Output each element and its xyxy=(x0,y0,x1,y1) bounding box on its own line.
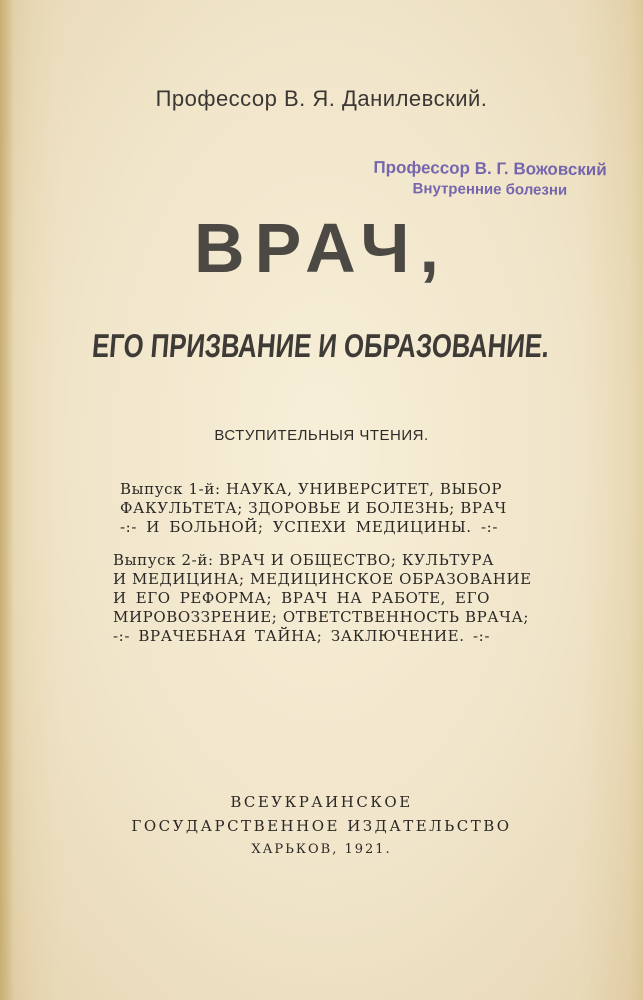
issue-2-line: Выпуск 2-й: ВРАЧ И ОБЩЕСТВО; КУЛЬТУРА xyxy=(113,551,495,569)
publication-place-year: ХАРЬКОВ, 1921. xyxy=(251,842,392,857)
stamp-line-2: Внутренние болезни xyxy=(412,180,568,199)
library-stamp xyxy=(355,157,625,202)
issue-1-line: Выпуск 1-й: НАУКА, УНИВЕРСИТЕТ, ВЫБОР xyxy=(120,480,503,498)
issue-2-line: МИРОВОЗЗРЕНИЕ; ОТВЕТСТВЕННОСТЬ ВРАЧА; xyxy=(113,608,530,626)
publisher-line-1: ВСЕУКРАИНСКОЕ xyxy=(230,793,413,811)
issue-1-line: ФАКУЛЬТЕТА; ЗДОРОВЬЕ И БОЛЕЗНЬ; ВРАЧ xyxy=(120,499,507,517)
stamp-line-1: Профессор В. Г. Вожовский xyxy=(373,157,607,180)
publisher-block xyxy=(0,790,643,862)
publisher-line-2: ГОСУДАРСТВЕННОЕ ИЗДАТЕЛЬСТВО xyxy=(131,817,512,835)
issue-2-line: -:- ВРАЧЕБНАЯ ТАЙНА; ЗАКЛЮЧЕНИЕ. -:- xyxy=(113,627,490,645)
issue-2-contents xyxy=(113,551,532,646)
readings-heading: ВСТУПИТЕЛЬНЫЯ ЧТЕНИЯ. xyxy=(214,427,429,444)
author-name: Профессор В. Я. Данилевский. xyxy=(155,86,488,111)
book-title: ВРАЧ, xyxy=(194,209,449,287)
book-subtitle: ЕГО ПРИЗВАНИЕ И ОБРАЗОВАНИЕ. xyxy=(90,327,551,364)
issue-1-contents xyxy=(120,480,507,537)
issue-2-line: И ЕГО РЕФОРМА; ВРАЧ НА РАБОТЕ, ЕГО xyxy=(113,589,490,607)
issue-1-line: -:- И БОЛЬНОЙ; УСПЕХИ МЕДИЦИНЫ. -:- xyxy=(120,518,498,536)
issue-2-line: И МЕДИЦИНА; МЕДИЦИНСКОЕ ОБРАЗОВАНИЕ xyxy=(113,570,532,588)
